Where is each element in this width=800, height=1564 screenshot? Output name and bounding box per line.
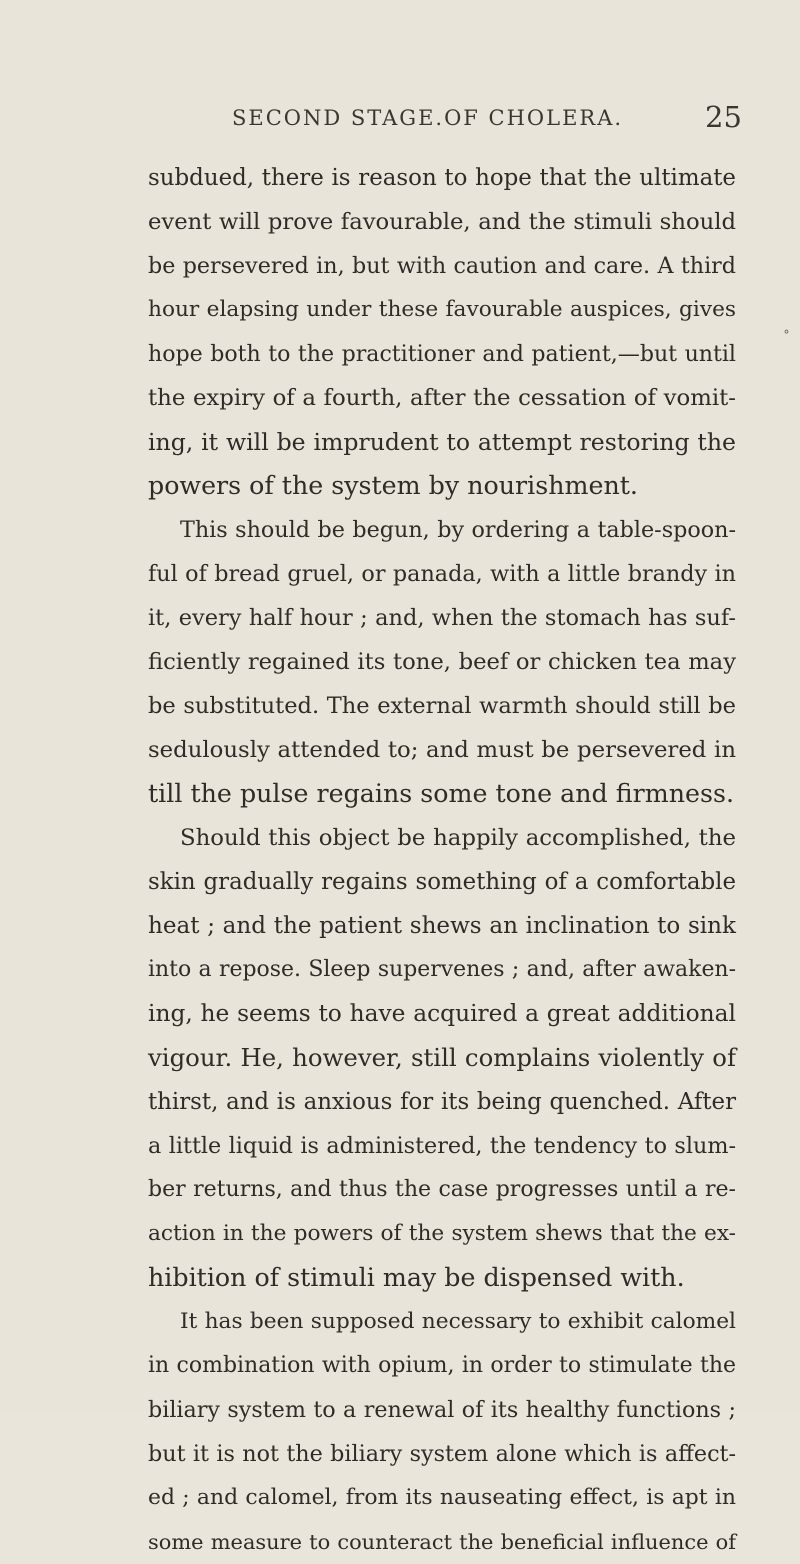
text-line: be substituted. The external warmth should still be <box>148 693 736 719</box>
text-line: into a repose. Sleep supervenes ; and, after awaken- <box>148 957 736 982</box>
text-line: powers of the system by nourishment. <box>148 471 638 500</box>
text-line: hope both to the practitioner and patient,—but until <box>148 341 736 367</box>
text-line: It has been supposed necessary to exhibit calomel <box>180 1309 736 1334</box>
text-line: the expiry of a fourth, after the cessation of vomit- <box>148 385 736 411</box>
text-line: it, every half hour ; and, when the stomach has suf- <box>148 605 736 631</box>
text-line: ful of bread gruel, or panada, with a little brandy in <box>148 561 736 587</box>
running-title: SECOND STAGE.OF CHOLERA. <box>232 106 624 130</box>
page-number: 25 <box>705 100 742 134</box>
text-line: ber returns, and thus the case progresses until a re- <box>148 1177 736 1202</box>
text-line: ed ; and calomel, from its nauseating effect, is apt in <box>148 1485 736 1510</box>
text-line: This should be begun, by ordering a table-spoon- <box>180 517 736 543</box>
text-line: ficiently regained its tone, beef or chicken tea may <box>148 649 736 675</box>
text-line: hibition of stimuli may be dispensed with. <box>148 1263 685 1292</box>
text-line: heat ; and the patient shews an inclination to sink <box>148 913 736 939</box>
margin-mark: ˚ <box>783 330 790 346</box>
text-line: in combination with opium, in order to stimulate the <box>148 1353 736 1378</box>
text-line: a little liquid is administered, the tendency to slum- <box>148 1133 736 1159</box>
text-line: vigour. He, however, still complains violently of <box>148 1043 736 1072</box>
text-line: action in the powers of the system shews that the ex- <box>148 1221 736 1246</box>
text-line: thirst, and is anxious for its being quenched. After <box>148 1089 736 1115</box>
running-head <box>0 100 800 140</box>
text-line: Should this object be happily accomplished, the <box>180 825 736 851</box>
text-line: biliary system to a renewal of its healthy functions ; <box>148 1397 736 1423</box>
text-line: be persevered in, but with caution and care. A third <box>148 253 736 279</box>
text-line: sedulously attended to; and must be persevered in <box>148 737 736 763</box>
text-line: event will prove favourable, and the stimuli should <box>148 209 736 235</box>
text-line: skin gradually regains something of a comfortable <box>148 869 736 895</box>
text-line: till the pulse regains some tone and firmness. <box>148 779 735 808</box>
text-line: ing, he seems to have acquired a great additional <box>148 1000 736 1027</box>
text-line: subdued, there is reason to hope that the ultimate <box>148 165 736 191</box>
text-line: hour elapsing under these favourable auspices, gives <box>148 297 736 322</box>
text-line: ing, it will be imprudent to attempt restoring the <box>148 428 736 456</box>
text-line: some measure to counteract the beneficial influence of <box>148 1530 736 1554</box>
text-line: but it is not the biliary system alone which is affect- <box>148 1441 736 1467</box>
